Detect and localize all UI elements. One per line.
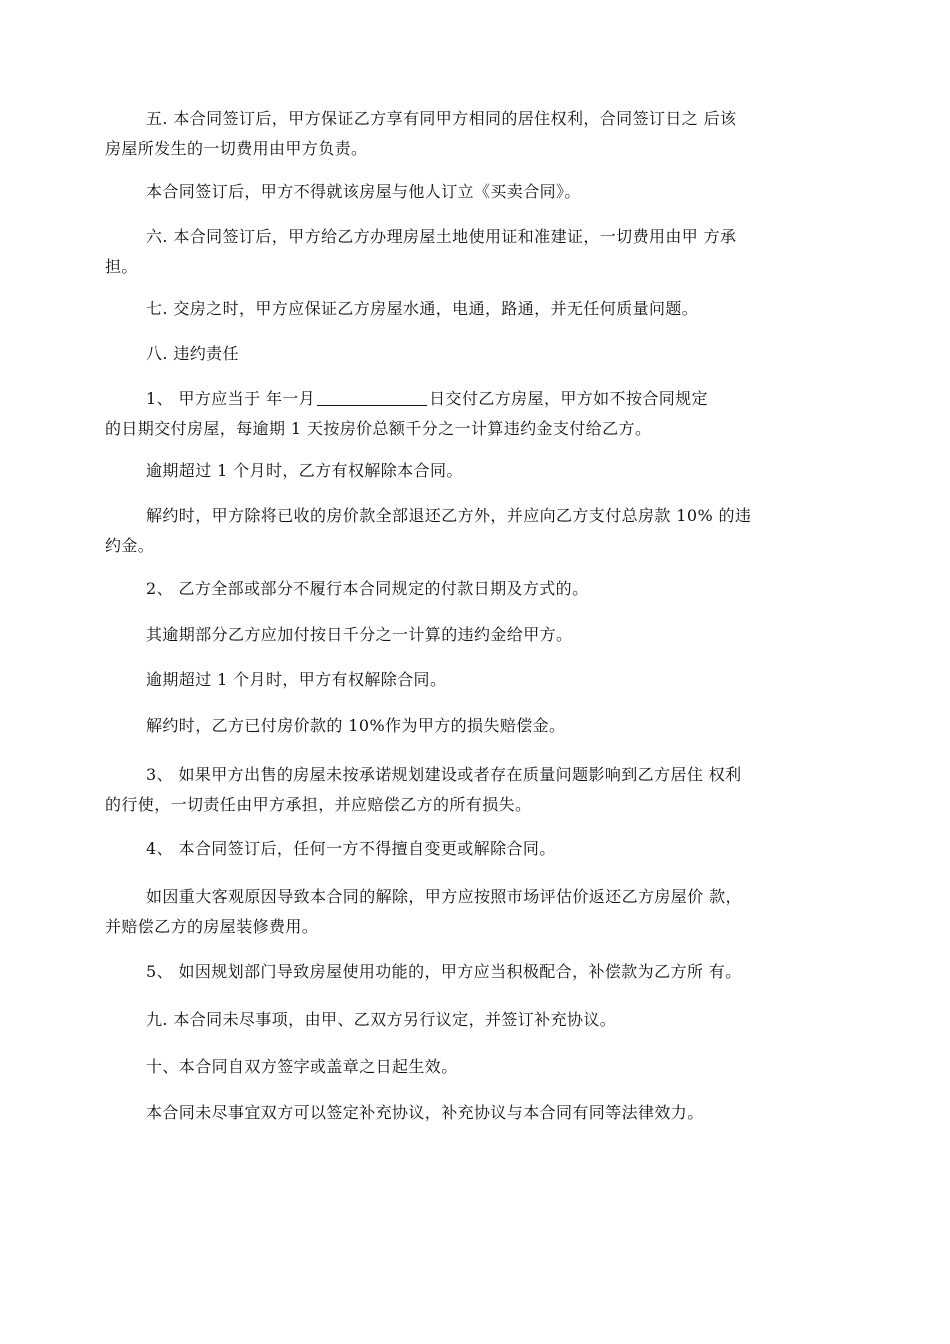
clause-9-paragraph (105, 1005, 857, 1035)
text-line: 本合同未尽事宜双方可以签定补充协议，补充协议与本合同有同等法律效力。 (146, 1103, 704, 1122)
text-line: 十、本合同自双方签字或盖章之日起生效。 (146, 1057, 458, 1076)
text-line: 房屋所发生的一切费用由甲方负责。 (105, 139, 368, 158)
clause-7-paragraph (105, 294, 857, 324)
breach-item-5-paragraph (105, 957, 857, 987)
text-line: 其逾期部分乙方应加付按日千分之一计算的违约金给甲方。 (146, 625, 573, 644)
breach-item-1-termination (105, 456, 857, 486)
text-line: 七. 交房之时，甲方应保证乙方房屋水通，电通，路通，并无任何质量问题。 (146, 299, 699, 318)
text-line: 4、 本合同签订后，任何一方不得擅自变更或解除合同。 (146, 839, 556, 858)
breach-item-2-paragraph (105, 574, 857, 604)
breach-item-1-refund (105, 501, 857, 561)
text-line: 的行使，一切责任由甲方承担，并应赔偿乙方的所有损失。 (105, 795, 532, 814)
breach-item-4-paragraph (105, 834, 857, 864)
closing-paragraph (105, 1098, 857, 1128)
clause-5-paragraph (105, 104, 857, 164)
text-fragment: 日交付乙方房屋，甲方如不按合同规定 (429, 389, 708, 408)
text-line: 3、 如果甲方出售的房屋未按承诺规划建设或者存在质量问题影响到乙方居住 权利 (146, 765, 742, 784)
text-fragment: 1、 甲方应当于 年一月 (146, 389, 316, 408)
text-line: 5、 如因规划部门导致房屋使用功能的，甲方应当积极配合，补偿款为乙方所 有。 (146, 962, 742, 981)
date-blank-field[interactable] (317, 387, 427, 406)
text-line: 九. 本合同未尽事项，由甲、乙双方另行议定，并签订补充协议。 (146, 1010, 617, 1029)
text-line: 解约时，乙方已付房价款的 10%作为甲方的损失赔偿金。 (146, 716, 566, 735)
text-line: 担。 (105, 257, 138, 276)
text-line: 八. 违约责任 (146, 344, 239, 363)
breach-item-1-paragraph (105, 384, 857, 444)
text-line: 2、 乙方全部或部分不履行本合同规定的付款日期及方式的。 (146, 579, 589, 598)
text-line: 如因重大客观原因导致本合同的解除，甲方应按照市场评估价返还乙方房屋价 款， (146, 887, 742, 906)
breach-item-2-penalty (105, 620, 857, 650)
clause-8-heading (105, 339, 857, 369)
breach-item-2-termination (105, 665, 857, 695)
text-line: 逾期超过 1 个月时，甲方有权解除合同。 (146, 670, 447, 689)
text-line (105, 384, 857, 414)
clause-5-supplement-paragraph (105, 177, 857, 207)
breach-item-4-dissolution (105, 882, 857, 942)
text-line: 并赔偿乙方的房屋装修费用。 (105, 917, 319, 936)
text-line: 解约时，甲方除将已收的房价款全部退还乙方外，并应向乙方支付总房款 10% 的违 (146, 506, 752, 525)
text-line: 约金。 (105, 536, 155, 555)
text-line: 本合同签订后，甲方不得就该房屋与他人订立《买卖合同》。 (146, 182, 581, 201)
breach-item-3-paragraph (105, 760, 857, 820)
text-line: 六. 本合同签订后，甲方给乙方办理房屋土地使用证和准建证，一切费用由甲 方承 (146, 227, 737, 246)
clause-10-paragraph (105, 1052, 857, 1082)
text-line: 五. 本合同签订后，甲方保证乙方享有同甲方相同的居住权利，合同签订日之 后该 (146, 109, 737, 128)
text-line: 的日期交付房屋，每逾期 1 天按房价总额千分之一计算违约金支付给乙方。 (105, 419, 652, 438)
clause-6-paragraph (105, 222, 857, 282)
text-line: 逾期超过 1 个月时，乙方有权解除本合同。 (146, 461, 463, 480)
breach-item-2-compensation (105, 711, 857, 741)
